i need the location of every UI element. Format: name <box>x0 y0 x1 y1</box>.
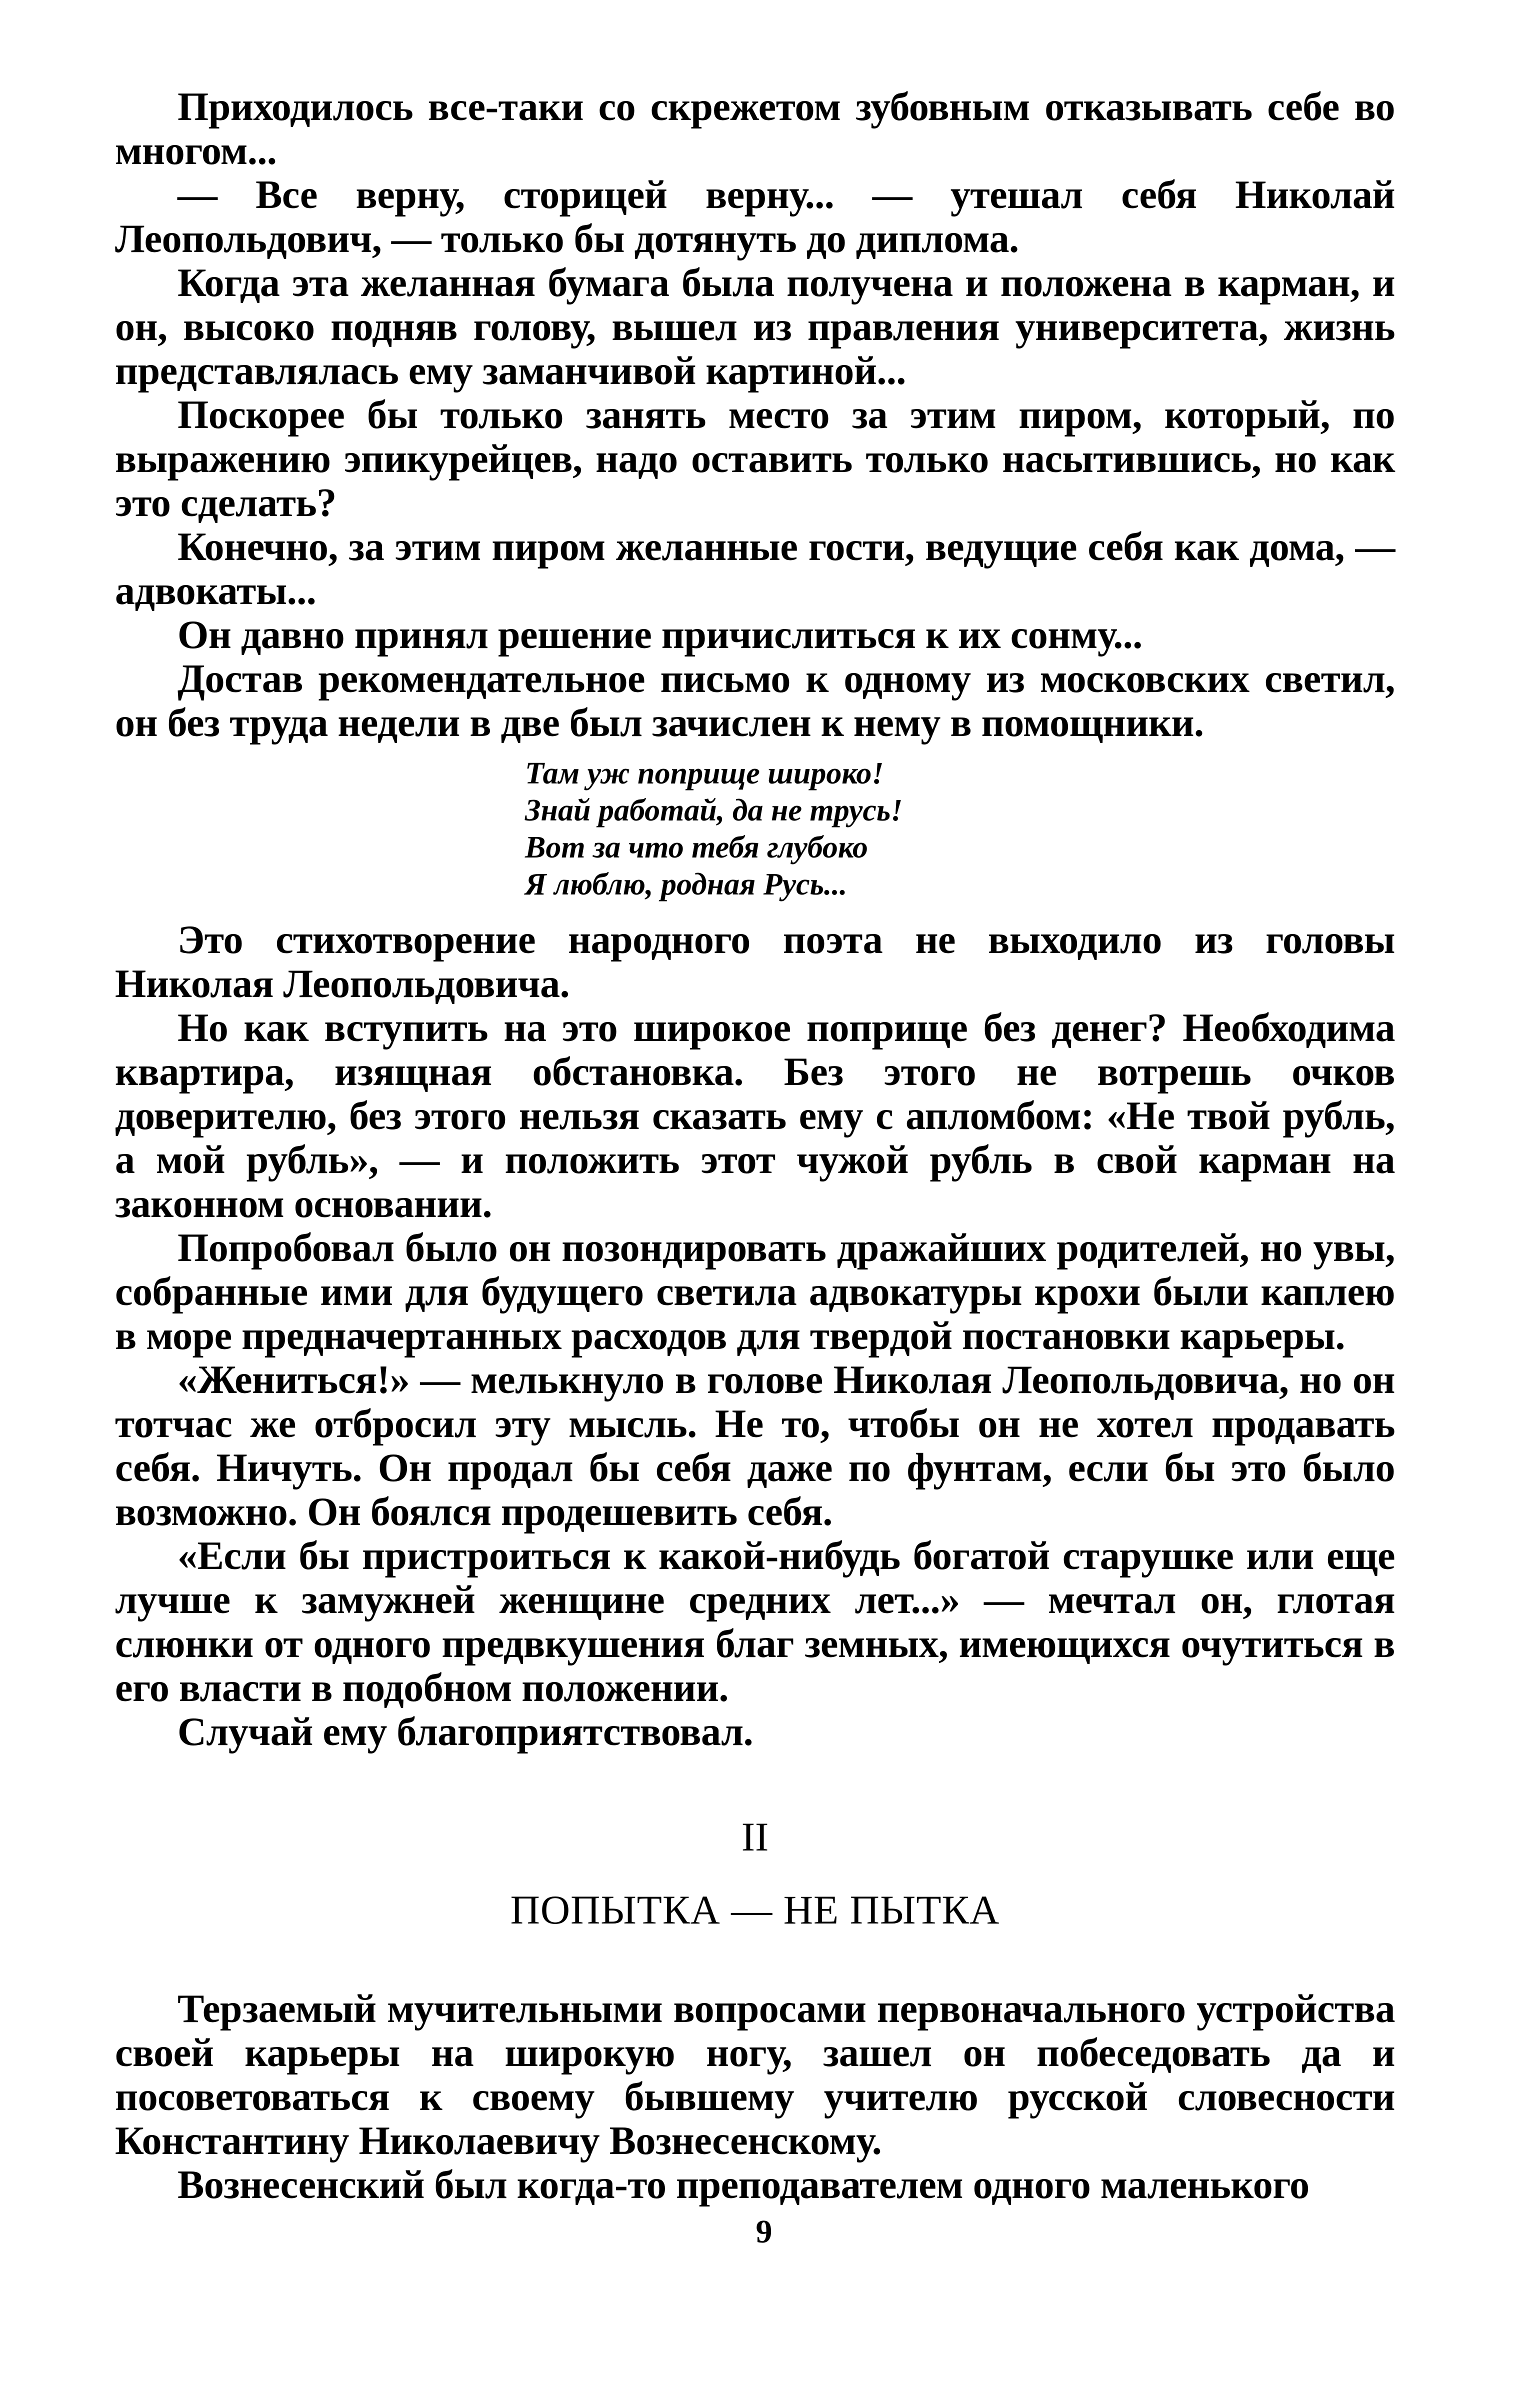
book-page <box>115 85 1395 2207</box>
paragraph: Приходилось все-таки со скрежетом зубовным отказывать себе во многом... <box>115 85 1395 173</box>
paragraph: Конечно, за этим пиром желанные гости, ведущие себя как дома, — адвокаты... <box>115 525 1395 613</box>
paragraph: Он давно принял решение причислиться к их сонму... <box>178 613 1142 657</box>
text-block-middle <box>115 918 1395 1754</box>
paragraph: Вознесенский был когда-то преподавателем одного маленького <box>178 2163 1310 2207</box>
poem-quote <box>525 755 1395 903</box>
paragraph: Попробовал было он позондировать дражайших родителей, но увы, собранные ими для будущего светила адвокатуры крохи были каплею в море предначертанных расходов для твердой постановки карьеры. <box>115 1226 1395 1358</box>
paragraph: Достав рекомендательное письмо к одному из московских светил, он без труда недели в две был зачислен к нему в помощники. <box>115 657 1395 745</box>
paragraph: Когда эта желанная бумага была получена и положена в карман, и он, высоко подняв голову, вышел из правления университета, жизнь представлялась ему заманчивой картиной... <box>115 261 1395 393</box>
text-block-after <box>115 1987 1395 2207</box>
poem-line: Знай работай, да не трусь! <box>525 794 903 828</box>
paragraph: Терзаемый мучительными вопросами первоначального устройства своей карьеры на широкую ногу, зашел он побеседовать да и посоветоваться к своему бывшему учителю русской словесности Константину Николаевичу Вознесенскому. <box>115 1987 1395 2163</box>
paragraph: Поскорее бы только занять место за этим пиром, который, по выражению эпикурейцев, надо оставить только насытившись, но как это сделать? <box>115 393 1395 525</box>
paragraph: Но как вступить на это широкое поприще без денег? Необходима квартира, изящная обстановка. Без этого не вотрешь очков доверителю, без этого нельзя сказать ему с апломбом: «Не твой рубль, а мой рубль», — и положить этот чужой рубль в свой карман на законном основании. <box>115 1006 1395 1226</box>
page-number: 9 <box>756 2214 772 2250</box>
paragraph: — Все верну, сторицей верну... — утешал себя Николай Леопольдович, — только бы дотянуть до диплома. <box>115 173 1395 261</box>
poem-line: Вот за что тебя глубоко <box>525 830 868 864</box>
chapter-title: ПОПЫТКА — НЕ ПЫТКА <box>510 1887 1000 1932</box>
poem-line: Я люблю, родная Русь... <box>525 868 848 902</box>
chapter-number: II <box>741 1814 769 1860</box>
paragraph: Случай ему благоприятствовал. <box>178 1710 754 1754</box>
poem-line: Там уж поприще широко! <box>525 756 884 790</box>
paragraph: Это стихотворение народного поэта не выходило из головы Николая Леопольдовича. <box>115 918 1395 1006</box>
paragraph: «Жениться!» — мелькнуло в голове Николая Леопольдовича, но он тотчас же отбросил эту мысль. Не то, чтобы он не хотел продавать себя. Ничуть. Он продал бы себя даже по фунтам, если бы это было возможно. Он боялся продешевить себя. <box>115 1358 1395 1534</box>
paragraph: «Если бы пристроиться к какой-нибудь богатой старушке или еще лучше к замужней женщине средних лет...» — мечтал он, глотая слюнки от одного предвкушения благ земных, имеющихся очутиться в его власти в подобном положении. <box>115 1534 1395 1710</box>
text-block-before <box>115 85 1395 745</box>
